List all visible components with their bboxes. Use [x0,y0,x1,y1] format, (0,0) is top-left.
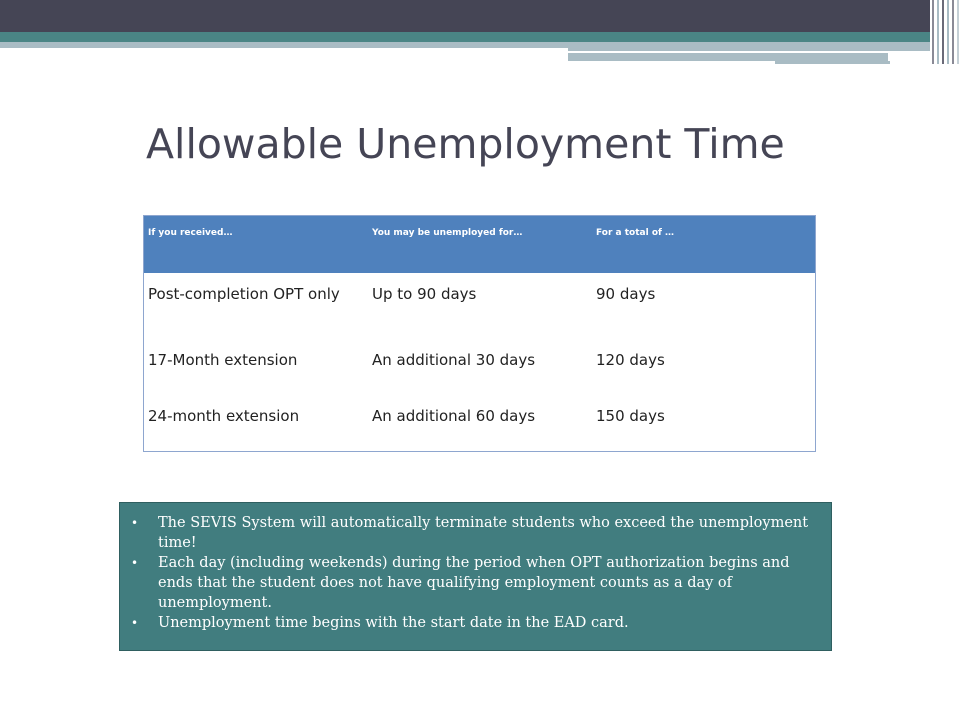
rail [957,0,959,64]
table-header [144,216,815,273]
rail [947,0,949,64]
header-dark-bar [0,0,930,32]
header-light-bar [0,42,568,48]
rail [942,0,944,64]
slide-title: Allowable Unemployment Time [146,120,785,168]
header-teal-bar [0,32,930,42]
table-cell: 90 days [596,285,656,303]
table-cell: 24-month extension [148,407,300,425]
rail [952,0,954,64]
table-header-cell: If you received… [148,228,233,238]
table-header-cell: You may be unemployed for… [372,228,523,238]
unemployment-table [143,215,816,452]
header-light-bar-lower [568,53,888,61]
table-cell: An additional 60 days [372,407,536,425]
list-item [120,513,831,553]
header-rails [930,0,960,64]
table-cell: 150 days [596,407,665,425]
table-cell: An additional 30 days [372,351,536,369]
bullet-icon: • [131,516,139,530]
table-cell: Post-completion OPT only [148,285,340,303]
header-light-bar-right [568,42,930,51]
notes-box [119,502,832,651]
table-cell: 17-Month extension [148,351,298,369]
header-light-bar-small [775,61,890,64]
rail [932,0,934,64]
table-cell: Up to 90 days [372,285,477,303]
table-cell: 120 days [596,351,665,369]
bullet-icon: • [131,616,139,630]
bullet-icon: • [131,556,139,570]
note-text: Unemployment time begins with the start date in the EAD card. [158,615,629,631]
note-text: The SEVIS System will automatically terminate students who exceed the unemployment time! [158,515,809,551]
rail [937,0,939,64]
list-item [120,553,831,613]
list-item [120,613,831,633]
table-header-cell: For a total of … [596,228,675,238]
note-text: Each day (including weekends) during the period when OPT authorization begins and ends that the student does not have qualifying employment counts as a day of unemployment. [158,555,790,611]
